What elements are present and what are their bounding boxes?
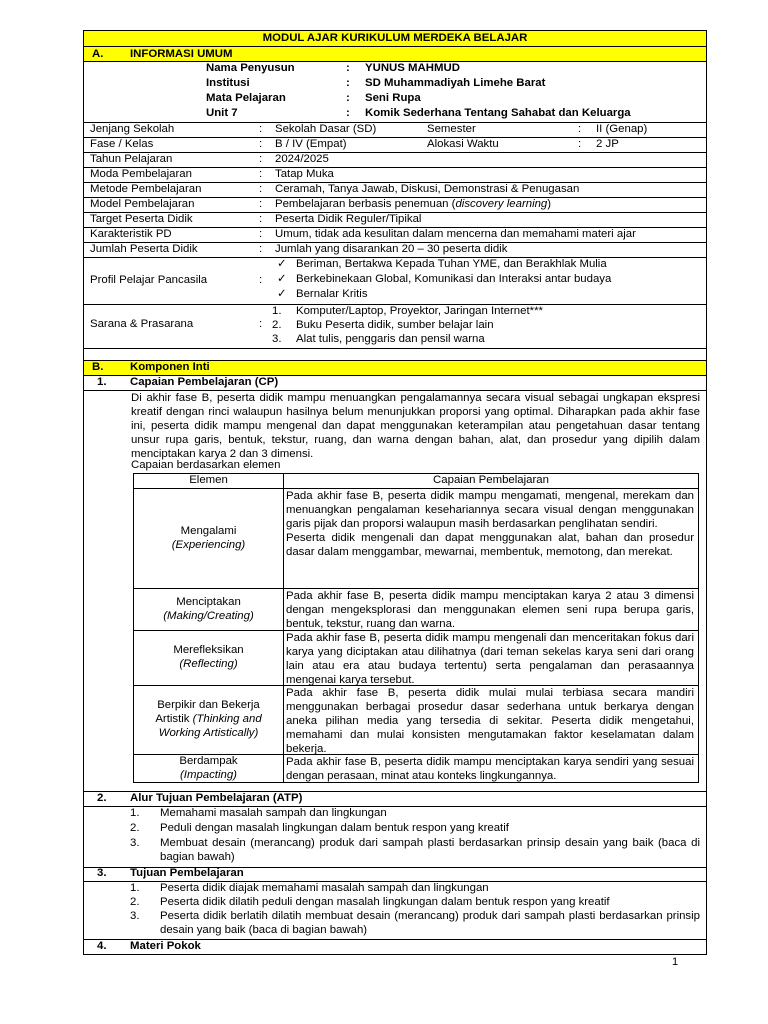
info-row-profil	[84, 258, 706, 305]
table-row	[134, 631, 698, 686]
element-name: Merefleksikan (Reflecting)	[173, 644, 244, 670]
section-a-number: A.	[92, 48, 104, 60]
section-b-number: B.	[92, 361, 104, 373]
info-row-jenjang	[84, 123, 706, 138]
materi-header	[84, 940, 706, 955]
colon: :	[346, 62, 350, 74]
sarana-number: 1.	[272, 305, 282, 317]
info-label: Model Pembelajaran	[90, 198, 195, 210]
info-label: Moda Pembelajaran	[90, 168, 192, 180]
materi-title: Materi Pokok	[130, 940, 201, 952]
table-row	[134, 489, 698, 589]
check-icon: ✓	[277, 273, 287, 285]
unit-label: Unit 7	[206, 107, 238, 119]
allocation-value: 2 JP	[596, 138, 619, 150]
colon: :	[259, 213, 263, 225]
section-a-title: INFORMASI UMUM	[130, 48, 233, 60]
allocation-label: Alokasi Waktu	[427, 138, 499, 150]
colon: :	[578, 138, 582, 150]
table-row	[134, 755, 698, 783]
info-value: B / IV (Empat)	[275, 138, 347, 150]
element-name: Berpikir dan Bekerja Artistik (Thinking and Working Artistically)	[155, 699, 262, 739]
institution-value: SD Muhammadiyah Limehe Barat	[365, 77, 546, 89]
info-label: Profil Pelajar Pancasila	[90, 274, 208, 286]
colon: :	[259, 198, 263, 210]
colon: :	[259, 138, 263, 150]
cp-header	[84, 376, 706, 391]
info-row-model	[84, 198, 706, 213]
colon: :	[259, 274, 263, 286]
info-label: Fase / Kelas	[90, 138, 154, 150]
tujuan-title: Tujuan Pembelajaran	[130, 867, 244, 879]
info-row-tahun	[84, 153, 706, 168]
element-name: Menciptakan (Making/Creating)	[163, 595, 254, 622]
tujuan-list: 1. Peserta didik diajak memahami masalah sampah dan lingkungan 2. Peserta didik dilatih peduli dengan masalah lingkungan dalam bentuk respon yang kreatif 3. Peserta didik berlatih dilatih membuat desain (merancang) produk dari sampah plasti berdasarkan prinsip desain yang baik (baca di bagian bawah)	[84, 882, 706, 940]
info-row-sarana	[84, 305, 706, 349]
identity-block	[84, 62, 706, 123]
info-label: Jenjang Sekolah	[90, 123, 175, 135]
colon: :	[578, 123, 582, 135]
cp-title: Capaian Pembelajaran (CP)	[130, 376, 279, 388]
colon: :	[259, 153, 263, 165]
doc-title-row	[84, 31, 706, 47]
check-icon: ✓	[277, 288, 287, 300]
document-page	[83, 30, 707, 955]
colon: :	[259, 228, 263, 240]
info-value: Ceramah, Tanya Jawab, Diskusi, Demonstrasi & Penugasan	[275, 183, 580, 195]
semester-label: Semester	[427, 123, 476, 135]
table-row	[134, 589, 698, 631]
section-a-header	[84, 47, 706, 62]
subject-label: Mata Pelajaran	[206, 92, 286, 104]
info-value: Umum, tidak ada kesulitan dalam mencerna dan memahami materi ajar	[275, 228, 636, 240]
colon: :	[346, 92, 350, 104]
doc-title: MODUL AJAR KURIKULUM MERDEKA BELAJAR	[262, 32, 528, 44]
tujuan-number: 3.	[97, 867, 107, 879]
profil-item: Berkebinekaan Global, Komunikasi dan Interaksi antar budaya	[296, 273, 612, 285]
info-value: Sekolah Dasar (SD)	[275, 123, 377, 135]
info-value: 2024/2025	[275, 153, 329, 165]
materi-number: 4.	[97, 940, 107, 952]
info-label: Tahun Pelajaran	[90, 153, 173, 165]
info-row-fase	[84, 138, 706, 153]
cp-paragraph: Di akhir fase B, peserta didik mampu menuangkan pengalamannya secara visual sebagai ungkapan ekspresi kreatif dengan rinci walaupun hasilnya belum menunjukkan proporsi yang optimal. Diharapkan pada akhir fase ini, peserta didik mampu mengenal dan dapat menggunakan keterampilan atau pengetahuan dasar tentang unsur rupa garis, bentuk, tekstur, ruang, dan warna dengan bahan, alat, dan prosedur yang dipilih dalam menciptakan karya 2 dan 3 dimensi.	[131, 392, 700, 460]
info-row-karakteristik	[84, 228, 706, 243]
element-description: Pada akhir fase B, peserta didik mampu menciptakan karya 2 atau 3 dimensi dengan mengeksplorasi dan menggunakan elemen seni rupa berupa garis, bentuk, tekstur, ruang dan warna.	[286, 590, 694, 630]
element-description: Pada akhir fase B, peserta didik mulai mulai terbiasa secara mandiri menggunakan berbagai prosedur dasar sederhana untuk berkarya dengan aneka pilihan media yang tersedia di sekitar. Peserta didik mengetahui, memahami dan mulai konsisten mengutamakan faktor keselamatan dalam bekerja.	[286, 687, 694, 755]
atp-list: 1. Memahami masalah sampah dan lingkungan 2. Peduli dengan masalah lingkungan dalam bentuk respon yang kreatif 3. Membuat desain (merancang) produk dari sampah plasti berdasarkan prinsip desain yang baik (baca di bagian bawah)	[84, 807, 706, 868]
info-value: Pembelajaran berbasis penemuan (discovery learning)	[275, 198, 552, 210]
sarana-item: Komputer/Laptop, Proyektor, Jaringan Internet***	[296, 305, 543, 317]
colon: :	[259, 318, 263, 330]
sarana-item: Buku Peserta didik, sumber belajar lain	[296, 319, 494, 331]
semester-value: II (Genap)	[596, 123, 648, 135]
author-value: YUNUS MAHMUD	[365, 62, 460, 74]
cp-element-table	[133, 473, 699, 783]
col-header-element: Elemen	[189, 474, 228, 486]
section-b-title: Komponen Inti	[130, 361, 210, 373]
info-row-target	[84, 213, 706, 228]
subject-value: Seni Rupa	[365, 92, 421, 104]
sarana-number: 2.	[272, 319, 282, 331]
colon: :	[259, 123, 263, 135]
info-value: Jumlah yang disarankan 20 – 30 peserta didik	[275, 243, 508, 255]
atp-header	[84, 792, 706, 807]
info-row-metode	[84, 183, 706, 198]
info-label: Sarana & Prasarana	[90, 318, 194, 330]
sarana-item: Alat tulis, penggaris dan pensil warna	[296, 333, 485, 345]
colon: :	[346, 107, 350, 119]
info-label: Karakteristik PD	[90, 228, 172, 240]
cp-subheading: Capaian berdasarkan elemen	[131, 459, 281, 471]
table-row	[134, 686, 698, 755]
col-header-capaian: Capaian Pembelajaran	[433, 474, 549, 486]
colon: :	[259, 168, 263, 180]
info-label: Metode Pembelajaran	[90, 183, 202, 195]
institution-label: Institusi	[206, 77, 250, 89]
check-icon: ✓	[277, 258, 287, 270]
table-header-row	[134, 474, 698, 489]
page-number: 1	[672, 956, 679, 968]
colon: :	[259, 243, 263, 255]
info-value: Peserta Didik Reguler/Tipikal	[275, 213, 422, 225]
cp-number: 1.	[97, 376, 107, 388]
info-row-jumlah	[84, 243, 706, 258]
tujuan-header	[84, 868, 706, 882]
info-label: Jumlah Peserta Didik	[90, 243, 198, 255]
info-row-moda	[84, 168, 706, 183]
colon: :	[259, 183, 263, 195]
profil-item: Bernalar Kritis	[296, 288, 368, 300]
element-description: Pada akhir fase B, peserta didik mampu mengamati, mengenal, merekam dan menuangkan pengalaman kesehariannya secara visual dengan menggunakan garis pijak dan proporsi walaupun masih berdasarkan penglihatan sendiri. Peserta didik mengenali dan dapat menggunakan alat, bahan dan prosedur dasar dalam menggambar, mewarnai, membentuk, memotong, dan merekat.	[286, 490, 694, 558]
element-description: Pada akhir fase B, peserta didik mampu mengenali dan menceritakan fokus dari karya yang diciptakan atau dilihatnya (dari teman sekelas karya seni dari orang lain atau era atau budaya tertentu) serta pengalaman dan perasaannya mengenai karya tersebut.	[286, 632, 694, 686]
info-value: Tatap Muka	[275, 168, 334, 180]
info-label: Target Peserta Didik	[90, 213, 193, 225]
sarana-number: 3.	[272, 333, 282, 345]
section-b-header	[84, 361, 706, 376]
author-label: Nama Penyusun	[206, 62, 295, 74]
unit-value: Komik Sederhana Tentang Sahabat dan Keluarga	[365, 107, 631, 119]
element-name: Berdampak (Impacting)	[179, 755, 238, 781]
profil-item: Beriman, Bertakwa Kepada Tuhan YME, dan Berakhlak Mulia	[296, 258, 607, 270]
element-description: Pada akhir fase B, peserta didik mampu menciptakan karya sendiri yang sesuai dengan perasaan, minat atau konteks lingkungannya.	[286, 756, 694, 782]
atp-number: 2.	[97, 792, 107, 804]
atp-title: Alur Tujuan Pembelajaran (ATP)	[130, 792, 303, 804]
colon: :	[346, 77, 350, 89]
spacer-row	[84, 349, 706, 361]
element-name: Mengalami (Experiencing)	[171, 524, 246, 551]
